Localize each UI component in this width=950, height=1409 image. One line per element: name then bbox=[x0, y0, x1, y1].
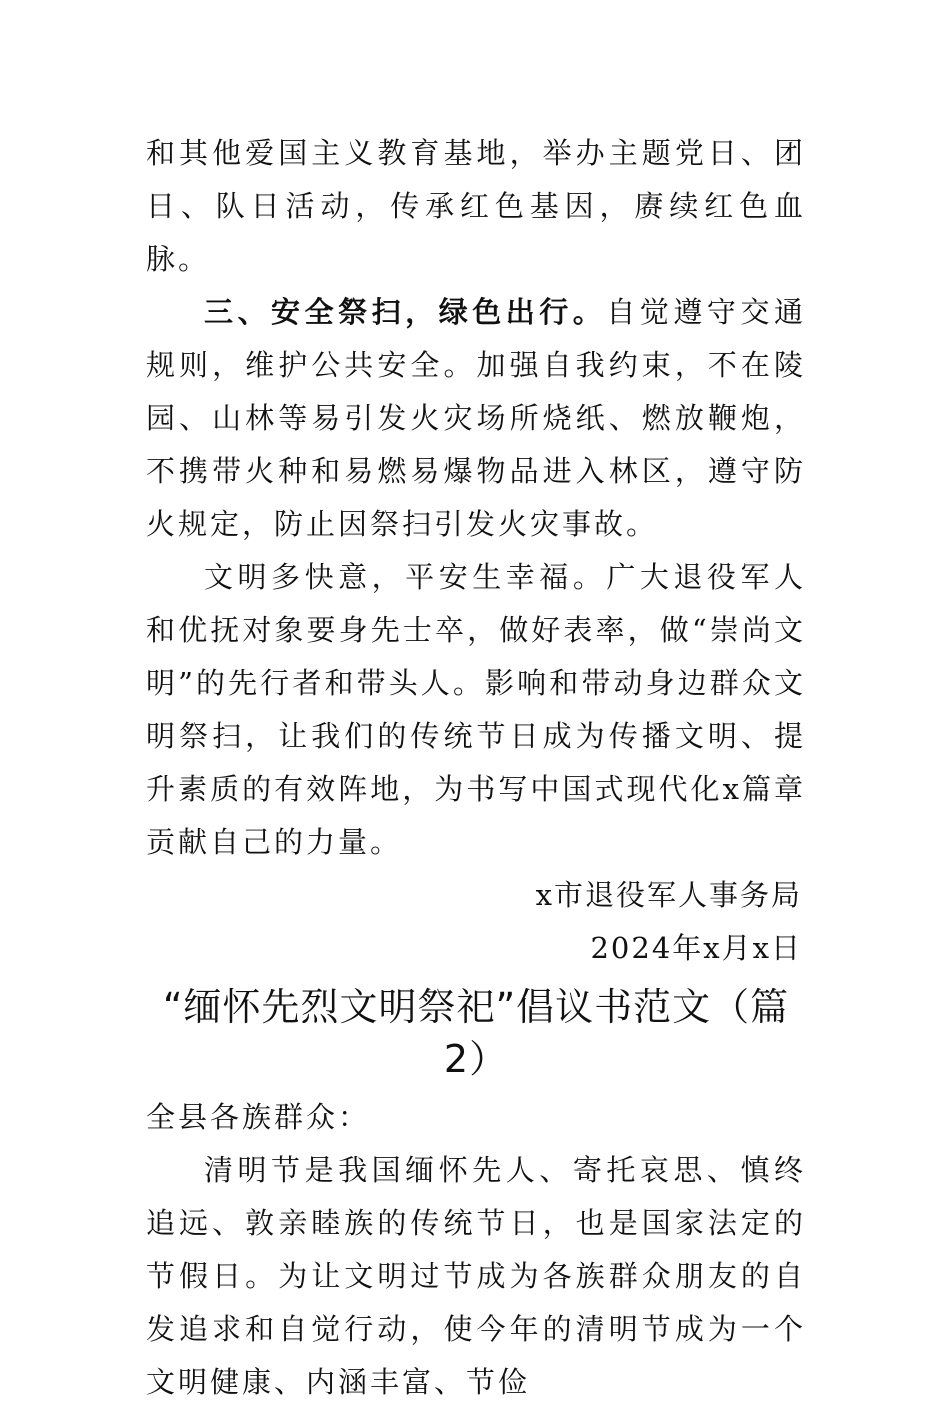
paragraph-closing: 文明多快意，平安生幸福。广大退役军人和优抚对象要身先士卒，做好表率，做“崇尚文明”的先行者和带头人。影响和带动身边群众文明祭扫，让我们的传统节日成为传播文明、提升素质的有效阵地，为书写中国式现代化x篇章贡献自己的力量。 bbox=[146, 560, 806, 859]
article-title: “缅怀先烈文明祭祀”倡议书范文（篇2） bbox=[162, 985, 790, 1081]
signature-date: 2024年x月x日 bbox=[590, 931, 802, 965]
signature-organization: x市退役军人事务局 bbox=[535, 878, 802, 912]
section-three-heading: 三、安全祭扫，绿色出行。 bbox=[204, 295, 607, 329]
section-three-body: 自觉遵守交通规则，维护公共安全。加强自我约束，不在陵园、山林等易引发火灾场所烧纸、燃放鞭炮，不携带火种和易燃易爆物品进入林区，遵守防火规定，防止因祭扫引发火灾事故。 bbox=[146, 295, 806, 541]
document-page bbox=[146, 127, 806, 1409]
paragraph-section-three bbox=[146, 286, 806, 551]
paragraph-continuation: 和其他爱国主义教育基地，举办主题党日、团日、队日活动，传承红色基因，赓续红色血脉。 bbox=[146, 136, 806, 276]
salutation: 全县各族群众： bbox=[146, 1100, 371, 1134]
paragraph-intro: 清明节是我国缅怀先人、寄托哀思、慎终追远、敦亲睦族的传统节日，也是国家法定的节假日。为让文明过节成为各族群众朋友的自发追求和自觉行动，使今年的清明节成为一个文明健康、内涵丰富、节俭 bbox=[146, 1153, 806, 1399]
